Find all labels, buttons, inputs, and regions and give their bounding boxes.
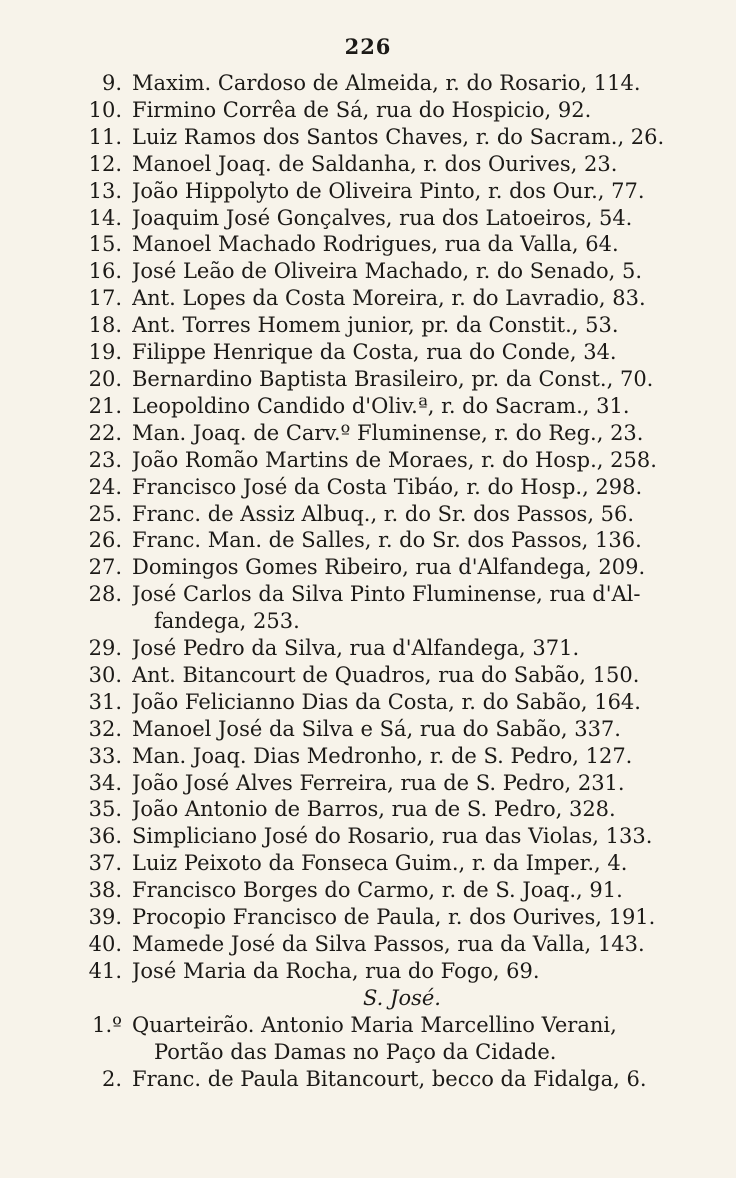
entry-number: 10. [88, 97, 122, 122]
entry-text: Franc. de Paula Bitancourt, becco da Fidalga, 6. [132, 1066, 647, 1091]
list-item [70, 527, 674, 554]
entry-number: 39. [88, 905, 122, 930]
list-item [70, 420, 674, 447]
entry-text: Man. Joaq. de Carv.º Fluminense, r. do Reg., 23. [132, 420, 644, 445]
entry-text: Domingos Gomes Ribeiro, rua d'Alfandega, 209. [132, 555, 646, 580]
list-item [70, 501, 674, 528]
list-item [70, 823, 674, 850]
list-item [70, 958, 674, 985]
entry-text: Bernardino Baptista Brasileiro, pr. da Const., 70. [132, 366, 654, 391]
list-item [70, 231, 674, 258]
entry-number: 23. [88, 447, 122, 472]
list-item [70, 770, 674, 797]
list-item [70, 850, 674, 877]
entry-number: 9. [101, 71, 122, 95]
entry-continuation: Portão das Damas no Paço da Cidade. [154, 1039, 557, 1064]
entry-number: 13. [88, 178, 122, 203]
entry-text: Luiz Ramos dos Santos Chaves, r. do Sacram., 26. [132, 124, 665, 149]
entry-number: 31. [88, 689, 122, 714]
entry-number: 22. [88, 420, 122, 445]
entry-number: 32. [88, 716, 122, 741]
list-item [70, 285, 674, 312]
list-item [70, 904, 674, 931]
list-item [70, 339, 674, 366]
list-item [70, 447, 674, 474]
entry-text: Manoel José da Silva e Sá, rua do Sabão, 337. [132, 716, 621, 741]
entry-text: Quarteirão. Antonio Maria Marcellino Verani, [132, 1012, 617, 1037]
entry-number: 36. [88, 824, 122, 849]
entry-number: 12. [88, 151, 122, 176]
entry-text: Firmino Corrêa de Sá, rua do Hospicio, 92. [132, 97, 592, 122]
entry-text: Manoel Machado Rodrigues, rua da Valla, 64. [132, 232, 619, 257]
section-heading: S. José. [363, 985, 441, 1010]
list-item [70, 205, 674, 232]
entry-text: Maxim. Cardoso de Almeida, r. do Rosario, 114. [132, 71, 641, 95]
entry-text: Franc. de Assiz Albuq., r. do Sr. dos Passos, 56. [132, 501, 635, 526]
entry-number: 40. [88, 932, 122, 956]
list-item [70, 178, 674, 205]
entry-text: Man. Joaq. Dias Medronho, r. de S. Pedro, 127. [132, 743, 633, 768]
entry-text: Simpliciano José do Rosario, rua das Violas, 133. [132, 824, 653, 849]
list-item [70, 716, 674, 743]
list-item [70, 662, 674, 689]
entry-number: 21. [88, 393, 122, 418]
entry-number: 30. [88, 662, 122, 687]
entry-text: José Maria da Rocha, rua do Fogo, 69. [132, 958, 540, 983]
entry-number: 37. [88, 851, 122, 876]
list-item [70, 689, 674, 716]
list-item [70, 393, 674, 420]
entry-text: João José Alves Ferreira, rua de S. Pedro, 231. [132, 770, 625, 795]
entry-number: 17. [88, 286, 122, 311]
list-item [70, 931, 674, 958]
directory-list [70, 70, 674, 1093]
entry-text: João Hippolyto de Oliveira Pinto, r. dos Our., 77. [132, 178, 645, 203]
entry-number: 19. [88, 340, 122, 365]
list-item [70, 474, 674, 501]
entry-text: Mamede José da Silva Passos, rua da Valla, 143. [132, 932, 645, 956]
entry-number: 1.º [92, 1012, 122, 1037]
entry-number: 16. [88, 259, 122, 284]
entry-text: Filippe Henrique da Costa, rua do Conde, 34. [132, 340, 617, 365]
list-item [70, 635, 674, 662]
entry-text: Ant. Lopes da Costa Moreira, r. do Lavradio, 83. [132, 286, 646, 311]
list-item [70, 151, 674, 178]
page-number: 226 [344, 34, 392, 59]
entry-number: 15. [88, 232, 122, 257]
entry-text: Procopio Francisco de Paula, r. dos Ourives, 191. [132, 905, 656, 930]
entry-number: 38. [88, 878, 122, 903]
entry-text: João Felicianno Dias da Costa, r. do Sabão, 164. [132, 689, 641, 714]
entry-text: Manoel Joaq. de Saldanha, r. dos Ourives, 23. [132, 151, 618, 176]
list-item [70, 877, 674, 904]
entry-text: Ant. Torres Homem junior, pr. da Constit., 53. [132, 313, 619, 338]
entry-number: 24. [88, 474, 122, 499]
list-item [70, 70, 674, 97]
entry-text: Franc. Man. de Salles, r. do Sr. dos Passos, 136. [132, 528, 642, 553]
list-item [70, 258, 674, 285]
entry-text: João Romão Martins de Moraes, r. do Hosp., 258. [132, 447, 657, 472]
entry-continuation: fandega, 253. [154, 609, 300, 634]
entry-number: 18. [88, 313, 122, 338]
entry-text: Joaquim José Gonçalves, rua dos Latoeiros, 54. [132, 205, 633, 230]
list-item [70, 366, 674, 393]
entry-text: Luiz Peixoto da Fonseca Guim., r. da Imper., 4. [132, 851, 628, 876]
list-item [70, 1066, 674, 1093]
list-item [70, 97, 674, 124]
entry-text: José Leão de Oliveira Machado, r. do Senado, 5. [132, 259, 643, 284]
entry-number: 41. [88, 958, 122, 983]
list-item [70, 796, 674, 823]
entry-number: 33. [88, 743, 122, 768]
list-item [70, 581, 674, 635]
list-item [70, 1012, 674, 1066]
entry-text: Francisco Borges do Carmo, r. de S. Joaq., 91. [132, 878, 623, 903]
entry-number: 2. [101, 1066, 122, 1091]
entry-text: João Antonio de Barros, rua de S. Pedro, 328. [132, 797, 616, 822]
entry-number: 26. [88, 528, 122, 553]
entry-number: 28. [88, 582, 122, 607]
entry-number: 25. [88, 501, 122, 526]
entry-number: 11. [88, 124, 122, 149]
entry-text: Francisco José da Costa Tibáo, r. do Hosp., 298. [132, 474, 643, 499]
entry-text: José Pedro da Silva, rua d'Alfandega, 371. [132, 636, 580, 661]
list-item [70, 743, 674, 770]
entry-text: Leopoldino Candido d'Oliv.ª, r. do Sacram., 31. [132, 393, 630, 418]
entry-number: 20. [88, 366, 122, 391]
list-item [70, 124, 674, 151]
list-item [70, 312, 674, 339]
entry-number: 29. [88, 636, 122, 661]
list-item [70, 554, 674, 581]
entry-text: José Carlos da Silva Pinto Fluminense, rua d'Al- [132, 582, 641, 607]
entry-number: 27. [88, 555, 122, 580]
entry-number: 35. [88, 797, 122, 822]
entry-number: 34. [88, 770, 122, 795]
entry-text: Ant. Bitancourt de Quadros, rua do Sabão, 150. [132, 662, 640, 687]
entry-number: 14. [88, 205, 122, 230]
